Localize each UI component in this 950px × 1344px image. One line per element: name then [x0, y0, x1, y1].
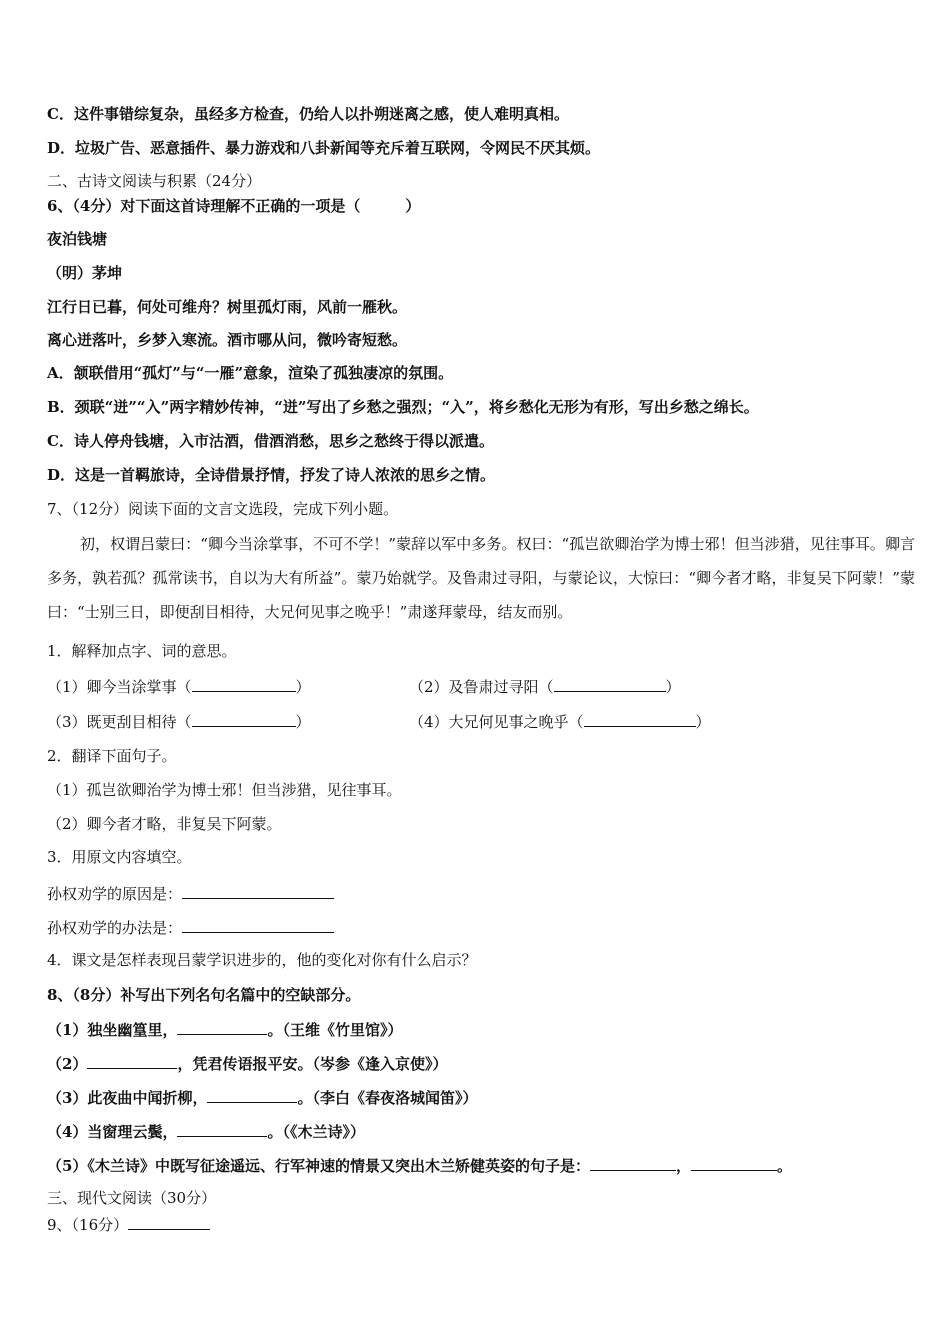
- q8-4-suffix: 。（《木兰诗》）: [267, 1123, 365, 1141]
- q7-1b-blank[interactable]: [554, 675, 666, 692]
- q9-label: 9、（16分）: [47, 1216, 129, 1234]
- q8-2: [47, 1052, 920, 1074]
- q7-1a-label: （1）卿今当涂掌事（: [47, 678, 192, 696]
- q8-1-blank[interactable]: [177, 1018, 267, 1035]
- q8-3-suffix: 。（李白《春夜洛城闻笛》）: [297, 1089, 478, 1107]
- poem-line-2: 离心迸落叶，乡梦入寒流。酒市哪从问，微吟寄短愁。: [47, 331, 408, 349]
- q8-4-prefix: （4）当窗理云鬓，: [47, 1123, 178, 1141]
- q8-5-prefix: （5）《木兰诗》中既写征途遥远、行军神速的情景又突出木兰矫健英姿的句子是：: [47, 1157, 590, 1175]
- q8-2-blank[interactable]: [87, 1052, 177, 1069]
- q8-5-period: 。: [776, 1157, 792, 1175]
- section-2-heading: 二、古诗文阅读与积累（24分）: [47, 172, 262, 190]
- question-6: 6、（4分）对下面这首诗理解不正确的一项是（ ）: [47, 197, 421, 215]
- q7-3b-blank[interactable]: [182, 916, 334, 933]
- q7-1a-blank[interactable]: [192, 675, 296, 692]
- q8-3-prefix: （3）此夜曲中闻折柳，: [47, 1089, 208, 1107]
- q7-1d-blank[interactable]: [584, 710, 696, 727]
- option-c-q6: C．诗人停舟钱塘，入市沽酒，借酒消愁，思乡之愁终于得以派遣。: [47, 432, 494, 450]
- q8-5-blank-1[interactable]: [590, 1154, 676, 1171]
- q7-3a-label: 孙权劝学的原因是：: [47, 885, 183, 903]
- q7-sub-3: 3．用原文内容填空。: [47, 848, 192, 866]
- option-a-q6: A．颔联借用“孤灯”与“一雁”意象，渲染了孤独凄凉的氛围。: [47, 364, 454, 382]
- q8-1-prefix: （1）独坐幽篁里，: [47, 1021, 178, 1039]
- q8-5-comma: ，: [675, 1157, 691, 1175]
- option-d-q5: D．垃圾广告、恶意插件、暴力游戏和八卦新闻等充斥着互联网，令网民不厌其烦。: [47, 139, 601, 157]
- q7-2b: （2）卿今者才略，非复吴下阿蒙。: [47, 815, 282, 833]
- q8-4: [47, 1120, 920, 1142]
- q7-3a: [47, 882, 920, 904]
- poem-line-1: 江行日已暮，何处可维舟？树里孤灯雨，风前一雁秋。: [47, 298, 408, 316]
- question-7: 7、（12分）阅读下面的文言文选段，完成下列小题。: [47, 500, 399, 518]
- option-c-q5: C．这件事错综复杂，虽经多方检查，仍给人以扑朔迷离之感，使人难明真相。: [47, 105, 569, 123]
- question-9: [47, 1213, 920, 1235]
- q7-3b: [47, 916, 920, 938]
- close-paren: ）: [695, 713, 711, 731]
- q8-2-suffix: ，凭君传语报平安。（岑参《逢入京使》）: [177, 1055, 448, 1073]
- q7-1c-blank[interactable]: [192, 710, 296, 727]
- q7-1b-label: （2）及鲁肃过寻阳（: [409, 678, 554, 696]
- poem-author: （明）茅坤: [47, 264, 123, 282]
- option-d-q6: D．这是一首羁旅诗，全诗借景抒情，抒发了诗人浓浓的思乡之情。: [47, 466, 496, 484]
- q7-sub-2: 2．翻译下面句子。: [47, 747, 177, 765]
- close-paren: ）: [665, 678, 681, 696]
- q7-3a-blank[interactable]: [182, 882, 334, 899]
- q8-1: [47, 1018, 920, 1040]
- q8-1-suffix: 。（王维《竹里馆》）: [267, 1021, 403, 1039]
- q7-1-row-2: [47, 710, 920, 732]
- q8-2-prefix: （2）: [47, 1055, 88, 1073]
- classical-passage: 初，权谓吕蒙曰：“卿今当涂掌事，不可不学！”蒙辞以军中多务。权曰：“孤岂欲卿治学为博士邪！但当涉猎，见往事耳。卿言多务，孰若孤？孤常读书，自以为大有所益”。蒙乃始就学。及鲁肃过寻阳，与蒙论议，大惊曰：“卿今者才略，非复吴下阿蒙！”蒙曰：“士别三日，即便刮目相待，大兄何见事之晚乎！”肃遂拜蒙母，结友而别。: [47, 535, 915, 621]
- option-b-q6: B．颈联“迸”“入”两字精妙传神，“迸”写出了乡愁之强烈；“入”，将乡愁化无形为有形，写出乡愁之绵长。: [47, 398, 759, 416]
- q7-3b-label: 孙权劝学的办法是：: [47, 919, 183, 937]
- q8-5: [47, 1154, 920, 1176]
- q7-sub-1: 1．解释加点字、词的意思。: [47, 642, 237, 660]
- q9-blank[interactable]: [128, 1213, 210, 1230]
- close-paren: ）: [295, 713, 311, 731]
- q7-1c-label: （3）既更刮目相待（: [47, 713, 192, 731]
- close-paren: ）: [295, 678, 311, 696]
- q7-1d-label: （4）大兄何见事之晚乎（: [409, 713, 584, 731]
- q8-3-blank[interactable]: [207, 1086, 297, 1103]
- q7-sub-4: 4．课文是怎样表现吕蒙学识进步的，他的变化对你有什么启示？: [47, 951, 477, 969]
- section-3-heading: 三、现代文阅读（30分）: [47, 1189, 217, 1207]
- q8-5-blank-2[interactable]: [691, 1154, 777, 1171]
- q7-2a: （1）孤岂欲卿治学为博士邪！但当涉猎，见往事耳。: [47, 781, 402, 799]
- poem-title: 夜泊钱塘: [47, 230, 108, 248]
- question-8: 8、（8分）补写出下列名句名篇中的空缺部分。: [47, 986, 361, 1004]
- q8-3: [47, 1086, 920, 1108]
- q8-4-blank[interactable]: [177, 1120, 267, 1137]
- q7-1-row-1: [47, 675, 920, 697]
